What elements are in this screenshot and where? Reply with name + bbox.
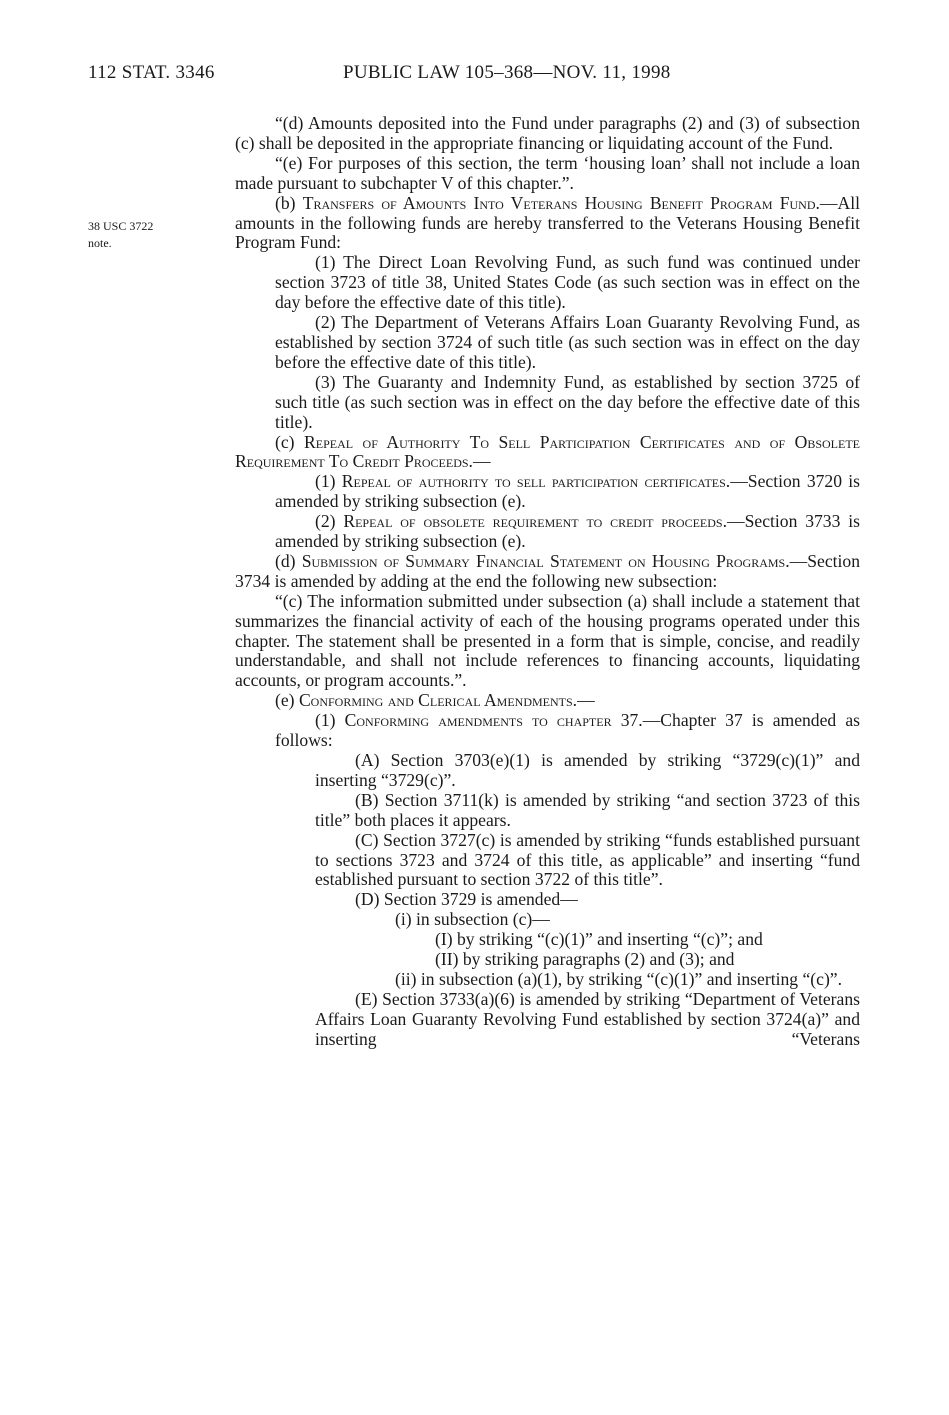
subsection-c-label: (c) xyxy=(275,431,305,452)
paragraph-b1: (1) The Direct Loan Revolving Fund, as such fund was continued under section 3723 of title 38, United States Code (as such section was in effect on the day before the effective date of this title). xyxy=(275,252,860,313)
quoted-subsection-c: “(c) The information submitted under subsection (a) shall include a statement that summarizes the financial activity of each of the housing programs operated under this chapter. The statement shall be presented in a form that is simple, concise, and readily understandable, and shall not include references to financing accounts, liquidating accounts, or program accounts.”. xyxy=(235,590,860,691)
margin-note-label: note. xyxy=(88,236,112,250)
paragraph-c2-label: (2) xyxy=(315,511,344,532)
margin-note-citation: 38 USC 3722 xyxy=(88,219,154,233)
subparagraph-a: (A) Section 3703(e)(1) is amended by striking “3729(c)(1)” and inserting “3729(c)”. xyxy=(315,750,860,790)
paragraph-d-amounts: “(d) Amounts deposited into the Fund under paragraphs (2) and (3) of subsection (c) shall be deposited in the appropriate financing or liquidating account of the Fund. xyxy=(235,113,860,153)
clause-i: (i) in subsection (c)— xyxy=(395,909,550,930)
paragraph-e1-text: —Chapter 37 is amended as follows: xyxy=(275,710,860,751)
page-header xyxy=(88,62,868,92)
subsection-d-label: (d) xyxy=(275,550,302,571)
subsection-d xyxy=(235,552,860,592)
subsection-b-text: —All amounts in the following funds are hereby transferred to the Veterans Housing Benefit Program Fund: xyxy=(235,192,860,253)
subsection-e-dash: — xyxy=(577,690,595,711)
subsection-e-heading: Conforming and Clerical Amendments. xyxy=(298,690,578,711)
paragraph-e1 xyxy=(235,711,860,751)
paragraph-e1-label: (1) xyxy=(315,710,345,731)
subsection-d-heading: Submission of Summary Financial Statement on Housing Programs. xyxy=(301,550,790,571)
paragraph-c2-heading: Repeal of obsolete requirement to credit proceeds. xyxy=(343,511,727,532)
subparagraph-b: (B) Section 3711(k) is amended by striking “and section 3723 of this title” both places it appears. xyxy=(315,789,860,830)
subsection-b-label: (b) xyxy=(275,192,303,213)
paragraph-c1-label: (1) xyxy=(315,471,342,492)
subparagraph-d: (D) Section 3729 is amended— xyxy=(355,889,578,910)
paragraph-c2 xyxy=(235,512,860,552)
subclause-I: (I) by striking “(c)(1)” and inserting “(c)”; and xyxy=(435,929,763,950)
public-law-title: PUBLIC LAW 105–368—NOV. 11, 1998 xyxy=(343,62,671,83)
paragraph-b3: (3) The Guaranty and Indemnity Fund, as established by section 3725 of such title (as such section was in effect on the day before the effective date of this title). xyxy=(275,371,860,432)
subsection-b xyxy=(235,194,860,254)
subsection-c-heading: Repeal of Authority To Sell Participation Certificates and of Obsolete Requirement To Credit Proceeds. xyxy=(235,431,860,472)
document-body xyxy=(235,114,860,1050)
paragraph-c1 xyxy=(235,472,860,512)
subclause-II: (II) by striking paragraphs (2) and (3); and xyxy=(435,949,735,970)
subsection-c-dash: — xyxy=(472,451,491,472)
statute-page-number: 112 STAT. 3346 xyxy=(88,62,215,83)
paragraph-e-housing-loan: “(e) For purposes of this section, the term ‘housing loan’ shall not include a loan made pursuant to subchapter V of this chapter.”. xyxy=(235,152,860,193)
subparagraph-c: (C) Section 3727(c) is amended by striking “funds established pursuant to sections 3723 and 3724 of this title, as applicable” and inserting “fund established pursuant to section 3722 of this title”. xyxy=(315,829,860,890)
clause-ii: (ii) in subsection (a)(1), by striking “(c)(1)” and inserting “(c)”. xyxy=(395,968,843,989)
paragraph-c2-text: —Section 3733 is amended by striking subsection (e). xyxy=(275,511,860,552)
subsection-b-heading: Transfers of Amounts Into Veterans Housing Benefit Program Fund. xyxy=(302,192,820,213)
paragraph-b2: (2) The Department of Veterans Affairs Loan Guaranty Revolving Fund, as established by section 3724 of such title (as such section was in effect on the day before the effective date of this title). xyxy=(275,312,860,372)
paragraph-c1-heading: Repeal of authority to sell participation certificates. xyxy=(341,471,731,492)
subsection-c xyxy=(235,433,860,473)
subsection-d-text: —Section 3734 is amended by adding at the end the following new subsection: xyxy=(235,550,860,591)
paragraph-c1-text: —Section 3720 is amended by striking subsection (e). xyxy=(275,471,860,512)
margin-note xyxy=(88,218,198,252)
subsection-e-label: (e) xyxy=(275,690,299,711)
paragraph-e1-heading: Conforming amendments to chapter 37. xyxy=(344,710,643,731)
subparagraph-e: (E) Section 3733(a)(6) is amended by striking “Department of Veterans Affairs Loan Guaranty Revolving Fund established by section 3724(a)” and inserting “Veterans xyxy=(315,988,860,1049)
subsection-e xyxy=(235,691,860,711)
